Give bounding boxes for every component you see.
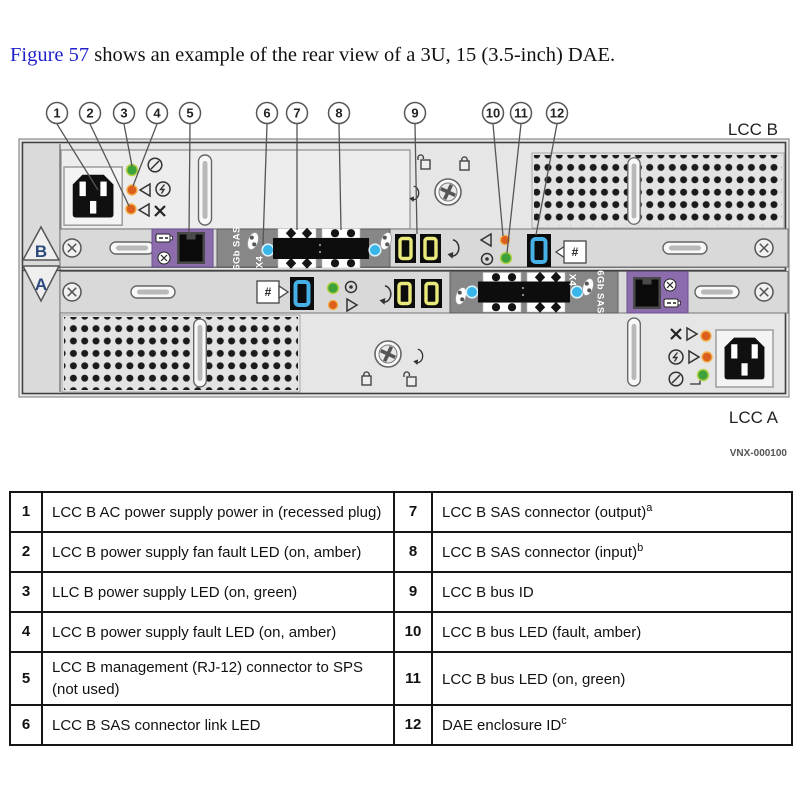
sas-link-led [262,244,274,256]
table-row [10,705,792,745]
sas-link-led [466,286,478,298]
callout-8 [329,103,350,124]
phillips-screw [435,179,461,205]
vent-grille-b [532,153,784,228]
x4-label-b: X4 [254,255,266,269]
sas-connector-block [273,238,369,259]
sas-input-keying [322,259,360,269]
description-cell: LCC B power supply fan fault LED (on, amber) [42,532,394,572]
side-b-letter: B [34,242,48,261]
fan-fault-led-amber [126,204,136,214]
sas-keying [527,272,565,283]
module-handle [110,242,154,254]
sps-icon [156,234,173,242]
bus-id-display [421,279,442,308]
rj12-connector [177,232,205,264]
bus-id-display [395,234,416,263]
callout-2 [80,103,101,124]
sas-keying [527,302,565,313]
callout-number-cell: 8 [394,532,432,572]
callout-11 [511,103,532,124]
sas-link-led [571,286,583,298]
sps-icon [664,299,681,307]
callout-9 [405,103,426,124]
callout-circles [47,103,568,124]
table-row [10,532,792,572]
callout-3 [114,103,135,124]
power-supply-led-green [698,370,709,381]
callout-number-cell: 4 [10,612,42,652]
table-row [10,612,792,652]
description-cell: LCC B bus LED (on, green) [432,652,792,705]
lcc-b-module-strip [60,226,788,269]
power-supply-handle [199,155,212,225]
description-cell: LCC B management (RJ-12) connector to SPS (not used) [42,652,394,705]
svg-text:8: 8 [335,105,343,121]
bus-id-display [420,234,441,263]
callout-12 [547,103,568,124]
grille-handle [194,319,207,387]
svg-text:10: 10 [485,105,501,121]
callout-number-cell: 3 [10,572,42,612]
enclosure-id-display [527,234,551,267]
thumbscrew [755,239,773,257]
power-supply-led-green [127,165,138,176]
bus-on-led-green [328,283,339,294]
sas-output-keying [278,258,316,269]
bus-on-led-green [501,253,512,264]
caption-text: shows an example of the rear view of a 3U, 15 (3.5-inch) DAE. [89,44,616,66]
svg-text:12: 12 [549,105,565,121]
description-cell: DAE enclosure $ID^c$ [432,705,792,745]
lcc-a-module-strip [60,270,788,313]
callout-number-cell: 2 [10,532,42,572]
callout-number-cell: 11 [394,652,432,705]
svg-text:11: 11 [514,105,528,121]
sas-link-led [369,244,381,256]
thumbscrew [63,239,81,257]
sas-connector-block [478,282,570,303]
svg-text:1: 1 [53,105,61,121]
module-handle [663,242,707,254]
sas-keying [483,303,521,313]
enclosure-id-display [290,277,314,310]
power-supply-fault-led-amber [702,352,712,362]
callout-1 [47,103,68,124]
description-cell: LCC B AC power supply power in (recessed plug) [42,492,394,532]
figure-link[interactable]: Figure 57 [10,44,90,66]
thumbscrew [755,283,773,301]
description-cell: LCC B SAS connector link LED [42,705,394,745]
thumbscrew [63,283,81,301]
phillips-screw [375,341,401,367]
ac-power-inlet-b [64,167,122,225]
management-module-b [152,229,213,267]
callout-number-cell: 5 [10,652,42,705]
fan-fault-led-amber [701,331,711,341]
callout-6 [257,103,278,124]
side-a-letter: A [34,275,48,294]
description-cell: LLC B power supply LED (on, green) [42,572,394,612]
svg-text:2: 2 [86,105,94,121]
hash-label-a: # [264,285,272,299]
management-icon [158,252,170,264]
hash-label-b: # [571,245,579,259]
ac-power-inlet-a [716,330,773,387]
description-cell: LCC B SAS connector (output)$^a$ [432,492,792,532]
sas-keying [483,273,521,283]
callout-number-cell: 9 [394,572,432,612]
description-cell: LCC B bus ID [432,572,792,612]
callout-4 [147,103,168,124]
callout-number-cell: 12 [394,705,432,745]
callout-number-cell: 6 [10,705,42,745]
description-cell: LCC B bus LED (fault, amber) [432,612,792,652]
module-handle [695,286,739,298]
grille-handle [628,158,640,225]
table-row [10,492,792,532]
x4-label-a: X4 [566,273,578,287]
callout-number-cell: 10 [394,612,432,652]
table-row [10,652,792,705]
bus-id-display [394,279,415,308]
rj12-connector [633,277,661,309]
power-supply-handle [628,318,641,386]
callout-5 [180,103,201,124]
description-cell: LCC B power supply fault LED (on, amber) [42,612,394,652]
power-supply-fault-led-amber [127,185,137,195]
lcc-b-label: LCC B [727,120,778,139]
callout-number-cell: 7 [394,492,432,532]
callout-7 [287,103,308,124]
management-module-a [627,272,688,314]
svg-text:5: 5 [186,105,194,121]
description-cell: LCC B SAS connector (input)$^b$ [432,532,792,572]
svg-text:3: 3 [120,105,128,121]
sas-module-a [450,270,618,313]
callout-table [9,491,793,746]
svg-text:6: 6 [263,105,271,121]
vent-grille-a [62,315,300,392]
table-row [10,572,792,612]
sas-speed-label-a: 6Gb SAS [594,270,606,314]
svg-text:9: 9 [411,105,419,121]
sas-module-b [217,226,393,269]
callout-10 [483,103,504,124]
callout-number-cell: 1 [10,492,42,532]
module-handle [131,286,175,298]
sas-speed-label-b: 6Gb SAS [231,226,243,270]
power-supply-b [61,150,410,229]
bus-fault-led-amber [328,300,337,309]
management-icon [664,279,676,291]
lcc-a-label: LCC A [728,408,778,427]
figure-code: VNX-000100 [729,448,787,459]
svg-text:7: 7 [293,105,301,121]
svg-text:4: 4 [153,105,161,121]
